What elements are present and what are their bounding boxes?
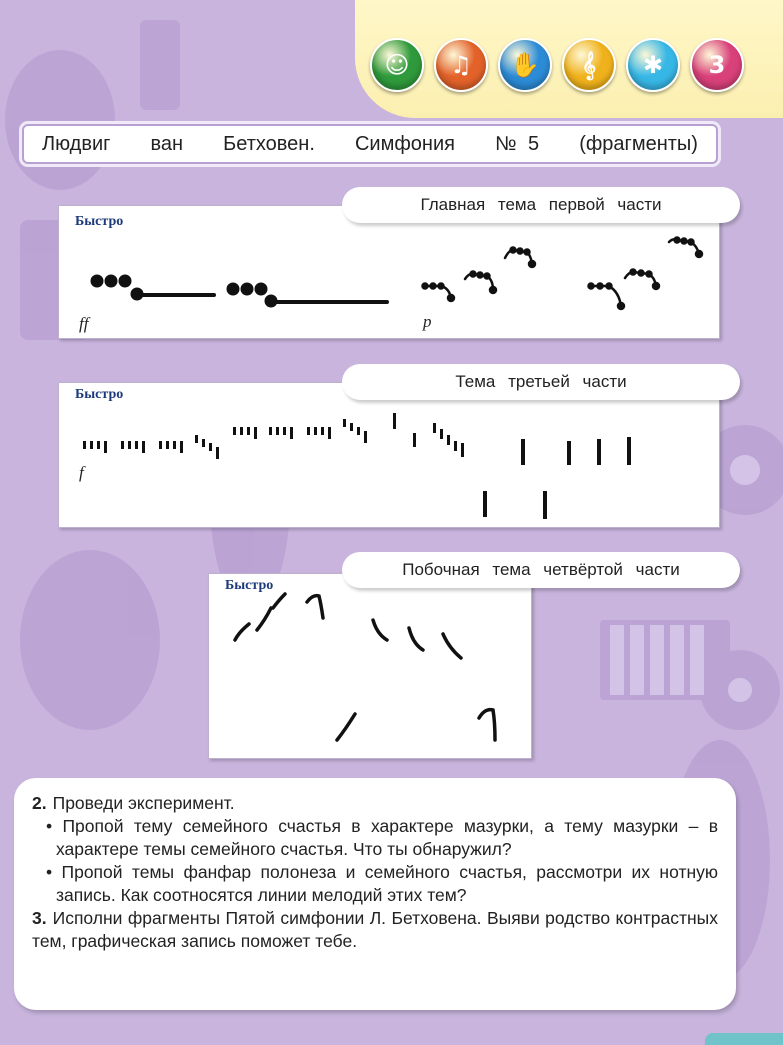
score-theme-3: [208, 573, 532, 759]
task-2: [32, 792, 718, 815]
theme-tag-2: [342, 364, 740, 400]
theme-tag-label: Главная тема первой части: [420, 195, 662, 214]
tempo-label: Быстро: [75, 387, 124, 402]
tasks-panel: [14, 778, 736, 1010]
task-number: 3.: [32, 908, 47, 928]
melody-graphic-2: [59, 383, 719, 527]
page-title: [22, 124, 718, 164]
score-theme-2: [58, 382, 720, 528]
title-word: ван: [150, 132, 184, 155]
task-number: 2.: [32, 793, 47, 813]
task-text: Исполни фрагменты Пятой симфонии Л. Бетховена. Выяви родство контрастных тем, графическая запись поможет тебе.: [32, 908, 718, 951]
treble-clef-icon: 𝄞: [562, 38, 616, 92]
title-word: № 5: [495, 132, 540, 155]
melody-graphic-1: [59, 206, 719, 338]
star-icon: ✱: [626, 38, 680, 92]
theme-tag-label: Тема третьей части: [455, 372, 627, 391]
task-text: Проведи эксперимент.: [52, 793, 235, 813]
title-word: Бетховен.: [223, 132, 315, 155]
task-2-bullet-2: • Пропой темы фанфар полонеза и семейного счастья, рассмотри их нотную запись. Как соотносятся линии мелодий этих тем?: [46, 862, 718, 905]
task-3: [32, 907, 718, 953]
tempo-label: Быстро: [225, 578, 274, 593]
tempo-label: Быстро: [75, 214, 124, 229]
book-icon: 3: [690, 38, 744, 92]
title-word: Людвиг: [42, 132, 111, 155]
theme-tag-1: [342, 187, 740, 223]
dynamic-mark: p: [423, 312, 432, 331]
task-2-bullet-1: • Пропой тему семейного счастья в характере мазурки, а тему мазурки – в характере темы семейного счастья. Что ты обнаружил?: [46, 816, 718, 859]
title-word: (фрагменты): [579, 132, 698, 155]
singing-icon: ☺: [370, 38, 424, 92]
melody-graphic-3: [209, 574, 531, 758]
activity-icons: [370, 38, 744, 92]
notes-icon: ♫: [434, 38, 488, 92]
theme-tag-3: [342, 552, 740, 588]
title-word: Симфония: [354, 132, 455, 155]
hand-icon: ✋: [498, 38, 552, 92]
theme-tag-label: Побочная тема четвёртой части: [402, 560, 680, 579]
dynamic-mark: f: [79, 463, 84, 482]
page-corner-tab: [705, 1033, 783, 1045]
score-theme-1: [58, 205, 720, 339]
dynamic-mark: ff: [79, 314, 89, 333]
